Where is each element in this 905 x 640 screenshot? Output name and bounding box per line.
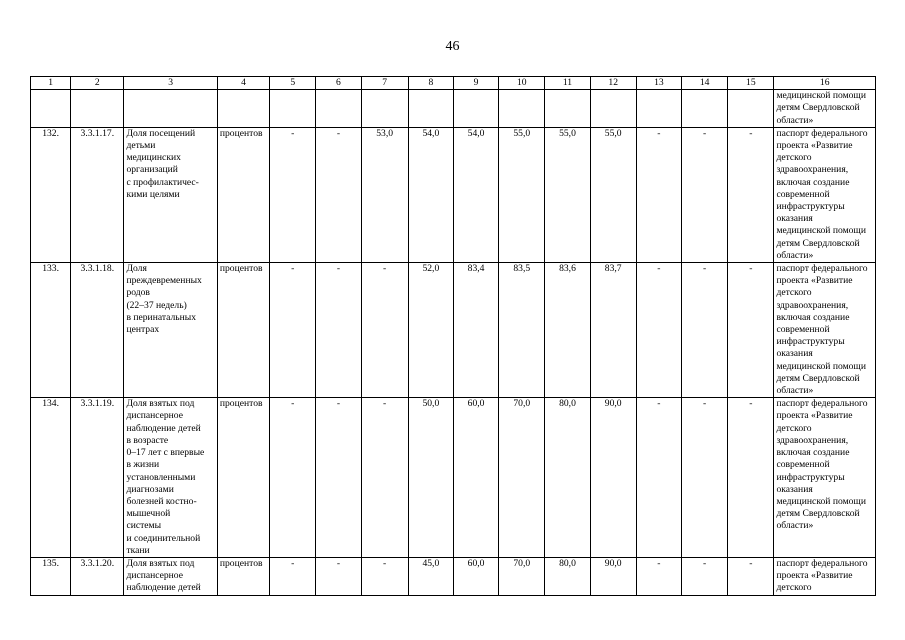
- value-cell: -: [636, 398, 681, 558]
- value-cell: 50,0: [408, 398, 453, 558]
- row-number: 132.: [31, 127, 71, 262]
- value-cell: -: [270, 557, 316, 595]
- value-cell: -: [728, 398, 774, 558]
- column-header: 14: [682, 77, 728, 90]
- value-cell: -: [361, 557, 408, 595]
- value-cell: 83,5: [499, 263, 545, 398]
- value-cell: -: [682, 127, 728, 262]
- value-cell: 83,4: [453, 263, 498, 398]
- unit-cell: процентов: [217, 398, 269, 558]
- value-cell: 83,6: [545, 263, 590, 398]
- row-number: 135.: [31, 557, 71, 595]
- value-cell: 60,0: [453, 557, 498, 595]
- value-cell: 45,0: [408, 557, 453, 595]
- value-cell: 54,0: [408, 127, 453, 262]
- column-header: 6: [316, 77, 361, 90]
- value-cell: -: [682, 398, 728, 558]
- value-cell: 90,0: [590, 398, 636, 558]
- column-header: 2: [71, 77, 124, 90]
- value-cell: 60,0: [453, 398, 498, 558]
- value-cell: -: [728, 263, 774, 398]
- indicator-name: Доля посещений детьми медицинских организаций с профилактичес- кими целями: [124, 127, 217, 262]
- value-cell: -: [682, 557, 728, 595]
- column-header: 8: [408, 77, 453, 90]
- value-cell: -: [361, 263, 408, 398]
- value-cell: 80,0: [545, 398, 590, 558]
- value-cell: 70,0: [499, 398, 545, 558]
- value-cell: 80,0: [545, 557, 590, 595]
- value-cell: 90,0: [590, 557, 636, 595]
- indicator-code: 3.3.1.19.: [71, 398, 124, 558]
- value-cell: -: [728, 557, 774, 595]
- column-header: 16: [774, 77, 876, 90]
- column-header: 7: [361, 77, 408, 90]
- unit-cell: процентов: [217, 127, 269, 262]
- indicator-code: 3.3.1.17.: [71, 127, 124, 262]
- column-header: 15: [728, 77, 774, 90]
- value-cell: 70,0: [499, 557, 545, 595]
- value-cell: -: [270, 127, 316, 262]
- unit-cell: процентов: [217, 263, 269, 398]
- value-cell: -: [316, 398, 361, 558]
- indicator-code: 3.3.1.18.: [71, 263, 124, 398]
- source-cell: паспорт федерального проекта «Развитие детского здравоохранения, включая создание современной инфраструктуры оказания медицинской помощи детям Свердловской области»: [774, 263, 876, 398]
- value-cell: -: [270, 398, 316, 558]
- value-cell: 55,0: [545, 127, 590, 262]
- source-cell: паспорт федерального проекта «Развитие детского здравоохранения, включая создание современной инфраструктуры оказания медицинской помощи детям Свердловской области»: [774, 398, 876, 558]
- column-header: 12: [590, 77, 636, 90]
- indicators-table: [30, 76, 876, 596]
- table-row: [31, 398, 876, 558]
- indicator-name: Доля преждевременных родов (22–37 недель) в перинатальных центрах: [124, 263, 217, 398]
- value-cell: -: [636, 557, 681, 595]
- value-cell: 52,0: [408, 263, 453, 398]
- value-cell: -: [636, 127, 681, 262]
- source-cell: паспорт федерального проекта «Развитие детского здравоохранения, включая создание современной инфраструктуры оказания медицинской помощи детям Свердловской области»: [774, 127, 876, 262]
- value-cell: -: [636, 263, 681, 398]
- column-header: 9: [453, 77, 498, 90]
- table-row: [31, 557, 876, 595]
- value-cell: -: [316, 263, 361, 398]
- column-header: 11: [545, 77, 590, 90]
- header-row: [31, 77, 876, 90]
- value-cell: -: [270, 263, 316, 398]
- value-cell: -: [728, 127, 774, 262]
- continuation-row: [31, 90, 876, 128]
- value-cell: 55,0: [499, 127, 545, 262]
- indicator-name: Доля взятых под диспансерное наблюдение детей: [124, 557, 217, 595]
- unit-cell: процентов: [217, 557, 269, 595]
- column-header: 10: [499, 77, 545, 90]
- column-header: 1: [31, 77, 71, 90]
- column-header: 13: [636, 77, 681, 90]
- column-header: 5: [270, 77, 316, 90]
- row-number: 133.: [31, 263, 71, 398]
- row-number: 134.: [31, 398, 71, 558]
- value-cell: -: [316, 557, 361, 595]
- source-cell: паспорт федерального проекта «Развитие детского: [774, 557, 876, 595]
- column-header: 3: [124, 77, 217, 90]
- value-cell: 53,0: [361, 127, 408, 262]
- table-row: [31, 127, 876, 262]
- indicator-code: 3.3.1.20.: [71, 557, 124, 595]
- page-number: 46: [445, 39, 460, 54]
- column-header: 4: [217, 77, 269, 90]
- value-cell: -: [682, 263, 728, 398]
- value-cell: -: [316, 127, 361, 262]
- value-cell: 83,7: [590, 263, 636, 398]
- source-cell: медицинской помощи детям Свердловской области»: [774, 90, 876, 128]
- value-cell: -: [361, 398, 408, 558]
- value-cell: 54,0: [453, 127, 498, 262]
- value-cell: 55,0: [590, 127, 636, 262]
- indicator-name: Доля взятых под диспансерное наблюдение детей в возрасте 0–17 лет с впервые в жизни установленными диагнозами болезней костно- мышечной системы и соединительной ткани: [124, 398, 217, 558]
- table-row: [31, 263, 876, 398]
